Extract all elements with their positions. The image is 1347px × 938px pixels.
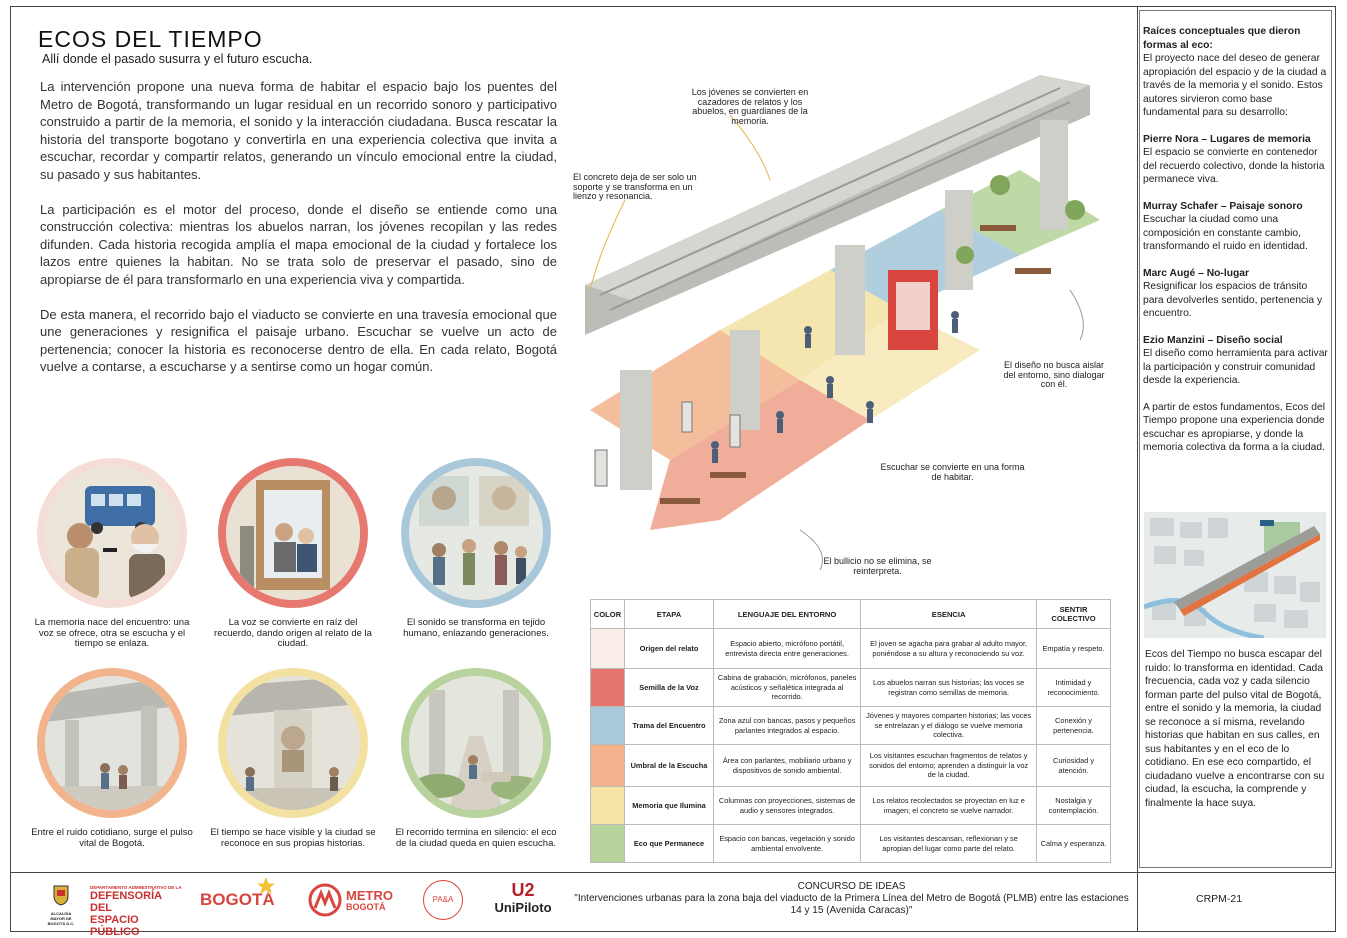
intro-paragraph: De esta manera, el recorrido bajo el viaducto se convierte en una travesía emocional que une generaciones y resignifica el paisaje urbano. Escuchar se vuelve un acto de pertenencia; conocer la historia es reconocerse dentro de ella. En cada relato, Bogotá vuelve a contarse, a escucharse y a sentirse como un hogar común. [40, 306, 557, 375]
stages-table [590, 599, 1111, 863]
table-header: ETAPA [625, 600, 714, 629]
feeling-cell: Conexión y pertenencia. [1037, 707, 1111, 745]
language-cell: Zona azul con bancas, pasos y pequeños parlantes integrados al espacio. [714, 707, 861, 745]
unipiloto-mark: U2 [511, 880, 535, 900]
author-name: Ezio Manzini – Diseño social [1143, 334, 1283, 346]
vignette-image [37, 668, 187, 818]
metro-label: METRO [346, 888, 393, 903]
table-row [591, 787, 1111, 825]
language-cell: Área con parlantes, mobiliario urbano y dispositivos de sonido ambiental. [714, 745, 861, 787]
table-header: COLOR [591, 600, 625, 629]
essence-cell: Jóvenes y mayores comparten historias; las voces se entrelazan y el diálogo se vuelve memoria colectiva. [861, 707, 1037, 745]
language-cell: Espacio con bancas, vegetación y sonido ambiental envolvente. [714, 825, 861, 863]
feeling-cell: Intimidad y reconocimiento. [1037, 669, 1111, 707]
table-row [591, 745, 1111, 787]
bogota-logo: BOGOTÁ [200, 890, 275, 909]
column [945, 190, 973, 290]
essence-cell: Los visitantes descansan, reflexionan y se apropian del lugar como parte del relato. [861, 825, 1037, 863]
column [1040, 120, 1068, 230]
footer-divider [10, 872, 1336, 873]
vignette-caption: El sonido se transforma en tejido humano, enlazando generaciones. [403, 617, 549, 639]
intro-text [40, 78, 557, 393]
defensoria-line2: ESPACIO PÚBLICO [90, 914, 140, 938]
essence-cell: El joven se agacha para grabar al adulto mayor, poniéndose a su altura y reconociendo su voz. [861, 629, 1037, 669]
color-swatch [591, 707, 625, 745]
author-text: El diseño como herramienta para activar la participación y construir comunidad desde la experiencia. [1143, 348, 1328, 386]
defensoria-logo [90, 885, 186, 938]
color-swatch [591, 669, 625, 707]
projection-column-illustration [226, 676, 360, 810]
table-row [591, 669, 1111, 707]
essence-cell: Los relatos recolectados se proyectan en luz e imagen; el concreto se vuelve narrador. [861, 787, 1037, 825]
feeling-cell: Nostalgia y contemplación. [1037, 787, 1111, 825]
unipiloto-label: UniPiloto [494, 900, 552, 915]
stage-cell: Trama del Encuentro [625, 707, 714, 745]
table-row [591, 707, 1111, 745]
essence-cell: Los visitantes escuchan fragmentos de relatos y sonidos del entorno; aprenden a distinguir la voz de la ciudad. [861, 745, 1037, 787]
vignette-encounter [27, 458, 197, 650]
metro-sub: BOGOTÁ [346, 902, 386, 912]
intro-paragraph: La participación es el motor del proceso, donde el diseño se entiende como una construcción colectiva: mientras los abuelos narran, los jóvenes recopilan y las redes difunden. Cada historia recogida amplía el mapa emocional de la ciudad y fortalece los lazos entre quienes la habitan. No se trata solo de preservar el pasado, sino de apropiarse de él para transformarlo en una experiencia viva y compartida. [40, 201, 557, 287]
vignette-image [37, 458, 187, 608]
city-map-illustration [1144, 512, 1326, 638]
sidebar-conclusion: A partir de estos fundamentos, Ecos del Tiempo propone una experiencia donde escuchar es apropiarse, y donde la memoria colectiva da forma a la ciudad. [1143, 401, 1326, 453]
author-text: El espacio se convierte en contenedor del recuerdo colectivo, donde la historia permanece viva. [1143, 147, 1325, 185]
garden-path-illustration [409, 676, 543, 810]
alcaldia-logo [44, 884, 78, 926]
vignette-silence [391, 668, 561, 849]
unipiloto-logo [490, 880, 556, 915]
crowd-illustration [409, 466, 543, 600]
sidebar-closing: Ecos del Tiempo no busca escapar del ruido: lo transforma en identidad. Cada frecuencia, cada voz y cada silencio forman parte del pulso vital de Bogotá, entre el sonido y la memoria, la ciudad se reconoce a sí misma, revelando historias que habitan en sus calles, en sus habitantes y en el eco de lo cotidiano. En ese eco compartido, el ciudadano vuelve a encontrarse con su ciudad, la escucha, la comprende y finalmente la hace suya. [1145, 649, 1325, 809]
sidebar-heading: Raíces conceptuales que dieron formas al eco: [1143, 26, 1301, 51]
viaduct-street-illustration [45, 676, 179, 810]
intro-paragraph: La intervención propone una nueva forma de habitar el espacio bajo los puentes del Metro de Bogotá, transformando un lugar residual en un recorrido sonoro y participativo construido a partir de la memoria, el sonido y la interacción ciudadana. Busca rescatar la historia del transporte bogotano y convertirla en una experiencia colectiva que invita a escuchar, recordar y compartir relatos, generando un vínculo emocional entre la ciudad, su pasado y sus habitantes. [40, 79, 557, 182]
vignette-image [401, 668, 551, 818]
vignette-time [208, 668, 378, 849]
sidebar-text [1143, 25, 1329, 468]
booth-illustration [226, 466, 360, 600]
page-subtitle: Allí donde el pasado susurra y el futuro escucha. [42, 52, 313, 66]
callout-listen: Escuchar se convierte en una forma de habitar. [880, 462, 1025, 482]
vignette-caption: El recorrido termina en silencio: el eco de la ciudad queda en quien escucha. [395, 827, 557, 849]
alcaldia-label: ALCALDÍA MAYOR DE BOGOTÁ D.C. [47, 911, 75, 926]
callout-noise: El bullicio no se elimina, se reinterpreta. [823, 556, 932, 576]
language-cell: Cabina de grabación, micrófonos, paneles acústicos y señalética integrada al recorrido. [714, 669, 861, 707]
coat-of-arms-icon [52, 884, 70, 906]
feeling-cell: Empatía y respeto. [1037, 629, 1111, 669]
language-cell: Columnas con proyecciones, sistemas de audio y sensores integrados. [714, 787, 861, 825]
defensoria-top: DEPARTAMENTO ADMINISTRATIVO DE LA [90, 885, 182, 890]
star-icon [256, 876, 276, 896]
interview-illustration [45, 466, 179, 600]
stage-cell: Umbral de la Escucha [625, 745, 714, 787]
metro-mark-icon [308, 883, 342, 917]
vignette-voice [208, 458, 378, 650]
author-name: Marc Augé – No-lugar [1143, 267, 1250, 279]
color-swatch [591, 629, 625, 669]
callout-design: El diseño no busca aislar del entorno, sino dialogar con él. [1003, 360, 1105, 389]
author-text: Resignificar los espacios de tránsito para devolverles sentido, pertenencia y encuentro. [1143, 281, 1323, 319]
table-row [591, 629, 1111, 669]
author-text: Escuchar la ciudad como una composición en constante cambio, transformando el ruido en identidad. [1143, 214, 1308, 252]
author-name: Murray Schafer – Paisaje sonoro [1143, 200, 1303, 212]
defensoria-line1: DEFENSORÍA DEL [90, 890, 162, 914]
color-swatch [591, 745, 625, 787]
viaduct-illustration [570, 60, 1130, 580]
vignette-image [218, 458, 368, 608]
vignette-caption: Entre el ruido cotidiano, surge el pulso vital de Bogotá. [31, 827, 193, 849]
callout-youth: Los jóvenes se convierten en cazadores de relatos y los abuelos, en guardianes de la memoria. [691, 87, 809, 126]
vignette-caption: El tiempo se hace visible y la ciudad se reconoce en sus propias historias. [210, 827, 376, 849]
vignette-caption: La voz se convierte en raíz del recuerdo, dando origen al relato de la ciudad. [214, 617, 372, 649]
callout-concrete: El concreto deja de ser solo un soporte y se transforma en un lienzo y resonancia. [573, 172, 697, 201]
contest-title: CONCURSO DE IDEAS [797, 881, 906, 892]
sidebar-divider [1137, 6, 1138, 932]
table-header: ESENCIA [861, 600, 1037, 629]
color-swatch [591, 787, 625, 825]
vignette-image [401, 458, 551, 608]
sidebar-intro: El proyecto nace del deseo de generar apropiación del espacio y de la ciudad a través de la memoria y el sonido. Estos autores sirvieron como base fundamental para su desarrollo: [1143, 53, 1327, 118]
stage-cell: Memoria que Ilumina [625, 787, 714, 825]
metro-logo [304, 878, 400, 922]
essence-cell: Los abuelos narran sus historias; las voces se registran como semillas de memoria. [861, 669, 1037, 707]
feeling-cell: Curiosidad y atención. [1037, 745, 1111, 787]
page-title: ECOS DEL TIEMPO [38, 26, 263, 52]
stage-cell: Semilla de la Voz [625, 669, 714, 707]
stage-cell: Origen del relato [625, 629, 714, 669]
vignette-noise [27, 668, 197, 849]
column [620, 370, 652, 490]
stage-cell: Eco que Permanece [625, 825, 714, 863]
vignette-image [218, 668, 368, 818]
author-name: Pierre Nora – Lugares de memoria [1143, 133, 1311, 145]
column [835, 245, 865, 355]
paba-logo: PA&A [423, 880, 463, 920]
table-header: SENTIR COLECTIVO [1037, 600, 1111, 629]
contest-info [570, 881, 1133, 917]
feeling-cell: Calma y esperanza. [1037, 825, 1111, 863]
submission-code: CRPM-21 [1196, 893, 1243, 905]
language-cell: Espacio abierto, micrófono portátil, entrevista directa entre generaciones. [714, 629, 861, 669]
table-row [591, 825, 1111, 863]
table-header: LENGUAJE DEL ENTORNO [714, 600, 861, 629]
color-swatch [591, 825, 625, 863]
vignette-sound [391, 458, 561, 639]
contest-text: "Intervenciones urbanas para la zona baja del viaducto de la Primera Línea del Metro de Bogotá (PLMB) entre las estaciones 14 y 15 (Avenida Caracas)" [574, 893, 1129, 916]
vignette-caption: La memoria nace del encuentro: una voz se ofrece, otra se escucha y el tiempo se enlaza. [34, 617, 190, 649]
table-header-row [591, 600, 1111, 629]
